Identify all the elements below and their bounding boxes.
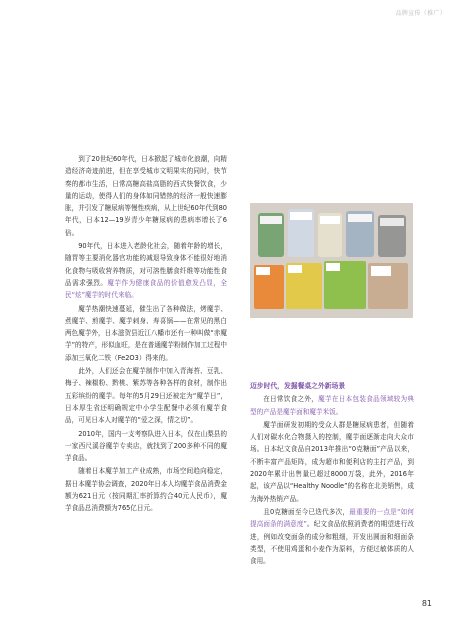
highlight-text: 魔芋在日本包装食品领域较为典型的产品是魔芋面和魔芋米饭。 [250, 395, 415, 416]
photo-illustration [250, 203, 413, 318]
paragraph [250, 393, 414, 418]
highlight-text: 魔芋作为健康食品的价值愈发凸显，全民“炫”魔芋的时代来临。 [65, 278, 228, 300]
konjac-products-photo [250, 203, 413, 318]
paragraph [65, 240, 227, 301]
paragraph-text: 且0克糖面至今已迭代多次， [263, 507, 350, 516]
paragraph: 随着日本魔芋加工产业成熟，市场空间趋向稳定，据日本魔芋协会调查，2020年日本人均魔芋食品消费金额为621日元（按同期汇率折算约合40元人民币），魔芋食品总消费额为765亿日元。 [65, 467, 227, 513]
paragraph-text: 90年代，日本进入老龄化社会，随着年龄的增长，随胃等主要消化器官功能的减退导致身体不能很好地消化食物与吸收营养物质，对可溶性膳食纤维等功能性食品需求强烈。 [65, 242, 227, 287]
paragraph: 2010年，国内一支考察队进入日本，仅在山梨县的一家西尺溪谷魔芋专卖店，就找到了200多种不同的魔芋食品。 [65, 429, 227, 463]
paragraph-text: 在日常饮食之外， [263, 395, 319, 404]
right-column [250, 380, 414, 568]
page-number: 81 [421, 599, 432, 608]
paragraph: 魔芋面研发初期的受众人群是糖尿病患者，但随着人们对碳水化合物摄入的控制，魔芋面逐渐走向大众市场。日本纪文食品自2013年推出“0克糖面”产品以来，不断丰富产品矩阵，成为超市和便利店的主打产品，到2020年累计出售量已超过8000万袋，此外，2016年起，该产品以“Healthy Noodle”的名称在北美销售，成为海外热销产品。 [250, 420, 414, 503]
paragraph: 魔芋热潮快速蔓延，催生出了各种做法，烤魔芋、煮魔芋、煎魔芋、魔芋刺身、寿喜锅——在常见的黑白两色魔芋外，日本滋贺县近江八幡市还有一种叫做“赤魔芋”的特产，形似血旺，是在普通魔芋粉制作加工过程中添加三氧化二铁（Fe2O3）得来的。 [65, 304, 227, 362]
left-column [65, 153, 227, 516]
highlight-text: 最重要的一点是“如何提高面条的满意度” [250, 507, 414, 529]
paragraph [250, 506, 414, 567]
paragraph: 此外，人们还会在魔芋制作中加入青海苔、豆乳、梅子、辣椒粉、黔桃、紫苏等各种各样的食材，制作出五彩缤纷的魔芋。每年的5月29日还被定为“魔芋日”，日本厚生省还明确规定中小学生配餐中必须有魔芋食品，可见日本人对魔芋的“爱之深，情之切”。 [65, 367, 227, 425]
section-title: 迈步时代，发掘餐桌之外新场景 [250, 382, 346, 390]
running-header: 品牌宣传（推广） [395, 10, 446, 17]
paragraph-text: 。纪文食品依照消费者的期望进行改进，例如改变面条的成分和粗细，开发出圆面和细面条类型，不使用鸡蛋和小麦作为原料，方便过敏体质的人食用。 [250, 520, 415, 566]
paragraph: 到了20世纪60年代，日本掀起了城市化浪潮，向精造经济奇迹前进，但在享受城市文明果实的同时，快节奏的都市生活，日常高糖高盐高脂的西式快餐饮食，少量的运动，使得人们的身体如同错热的经济一般快速膨胀，并引发了糖尿病等慢性疾病，从上世纪60年代到80年代，日本12—19岁青少年糖尿病的患病率增长了6倍。 [65, 155, 227, 237]
